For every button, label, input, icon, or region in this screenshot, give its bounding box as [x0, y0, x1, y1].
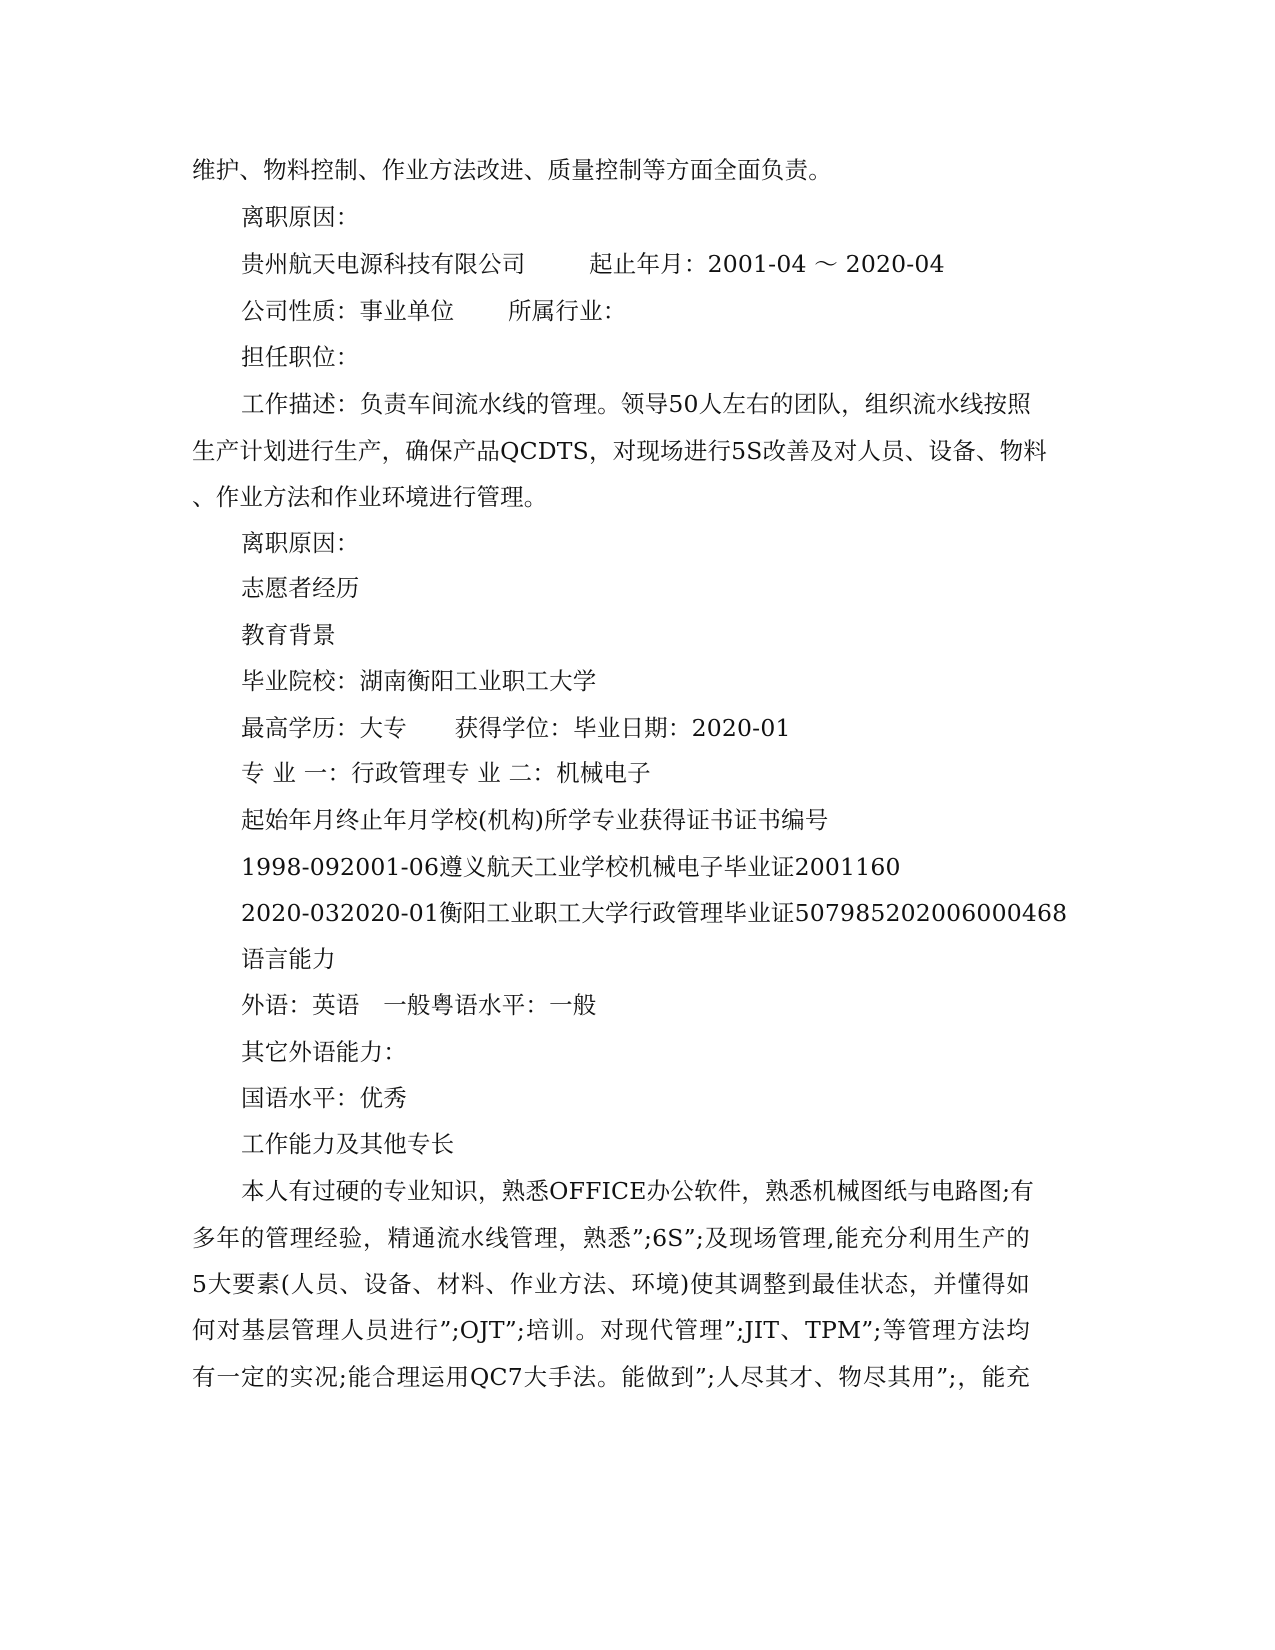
section-heading-language: 语言能力 — [241, 945, 336, 973]
section-heading-volunteer: 志愿者经历 — [241, 574, 360, 602]
paragraph-line: 维护、物料控制、作业方法改进、质量控制等方面全面负责。 — [192, 156, 832, 184]
major-line: 专 业 一：行政管理专 业 二：机械电子 — [241, 759, 651, 787]
paragraph-line: 有一定的实况;能合理运用QC7大手法。能做到”;人尽其才、物尽其用”;，能充 — [192, 1363, 1030, 1391]
degree-line — [241, 708, 1071, 748]
highest-education: 最高学历：大专 — [241, 714, 407, 742]
position-label: 担任职位： — [241, 343, 360, 371]
paragraph-line: 5大要素(人员、设备、材料、作业方法、环境)使其调整到最佳状态，并懂得如 — [192, 1270, 1030, 1298]
education-table-row: 2020-032020-01衡阳工业职工大学行政管理毕业证507985202006000468 — [241, 899, 1068, 927]
resignation-reason-label: 离职原因： — [241, 529, 360, 557]
paragraph-line: 多年的管理经验，精通流水线管理，熟悉”;6S”;及现场管理,能充分利用生产的 — [192, 1224, 1030, 1252]
education-table-row: 1998-092001-06遵义航天工业学校机械电子毕业证2001160 — [241, 853, 901, 881]
company-name: 贵州航天电源科技有限公司 — [241, 250, 526, 278]
paragraph-line: 何对基层管理人员进行”;OJT”;培训。对现代管理”;JIT、TPM”;等管理方法均 — [192, 1316, 1030, 1344]
degree-and-graduation-date: 获得学位：毕业日期：2020-01 — [454, 714, 791, 742]
paragraph-line: 本人有过硬的专业知识，熟悉OFFICE办公软件，熟悉机械图纸与电路图;有 — [241, 1177, 1034, 1205]
employment-period: 起止年月：2001-04 ～ 2020-04 — [589, 250, 945, 278]
paragraph-line: 生产计划进行生产，确保产品QCDTS，对现场进行5S改善及对人员、设备、物料 — [192, 437, 1048, 465]
industry-label: 所属行业： — [507, 297, 627, 325]
paragraph-line: 、作业方法和作业环境进行管理。 — [192, 483, 548, 511]
paragraph-line: 工作描述：负责车间流水线的管理。领导50人左右的团队，组织流水线按照 — [241, 390, 1031, 418]
school-line: 毕业院校：湖南衡阳工业职工大学 — [241, 667, 597, 695]
mandarin-level-line: 国语水平：优秀 — [241, 1084, 407, 1112]
section-heading-skills: 工作能力及其他专长 — [241, 1130, 455, 1158]
other-language-line: 其它外语能力： — [241, 1038, 407, 1066]
section-heading-education: 教育背景 — [241, 621, 336, 649]
education-table-header: 起始年月终止年月学校(机构)所学专业获得证书证书编号 — [241, 806, 829, 834]
company-period-line — [241, 244, 1071, 284]
company-type: 公司性质：事业单位 — [241, 297, 455, 325]
company-type-line — [241, 291, 1071, 331]
foreign-language-line: 外语：英语 一般粤语水平：一般 — [241, 991, 597, 1019]
resignation-reason-label: 离职原因： — [241, 203, 360, 231]
